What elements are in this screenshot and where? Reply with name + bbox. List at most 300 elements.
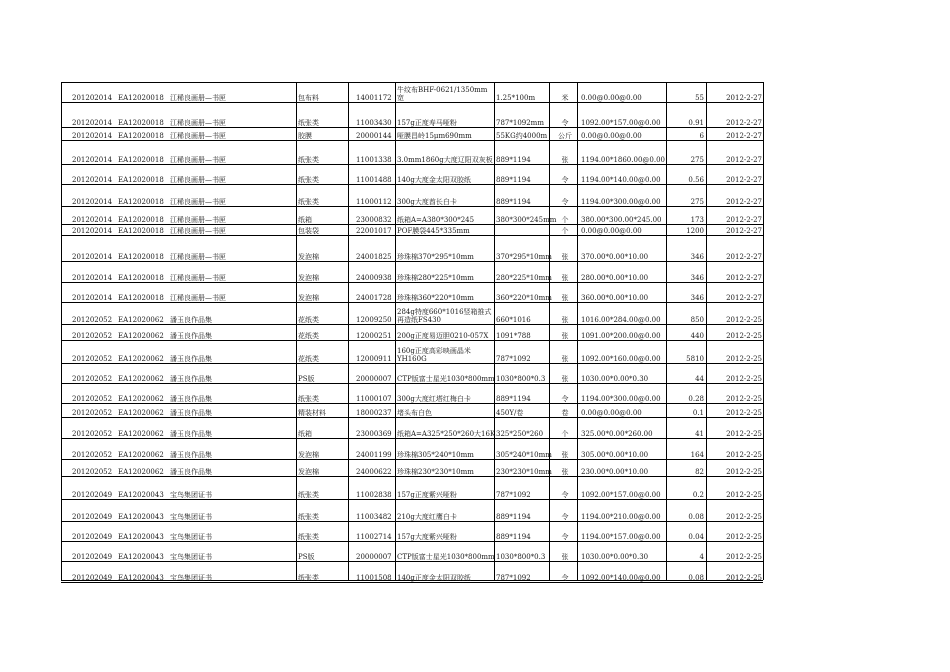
cell-unit: 张 xyxy=(561,294,569,302)
row-border xyxy=(61,140,763,141)
cell-id: 201202014 xyxy=(72,294,113,302)
row-border xyxy=(61,363,763,364)
cell-spec: 787*1092 xyxy=(496,574,531,582)
cell-category: 纸张类 xyxy=(298,198,319,206)
cell-price: 1091.00*200.00@0.00 xyxy=(581,332,661,340)
table-row xyxy=(0,370,950,383)
cell-date: 2012-2-25 xyxy=(726,430,762,438)
cell-qty: 55 xyxy=(695,94,704,102)
cell-id: 201202049 xyxy=(72,553,113,561)
cell-price: 1016.00*284.00@0.00 xyxy=(581,316,661,324)
cell-description: 157g正度紫兴哑粉 xyxy=(397,491,457,499)
cell-description: 珍珠棉305*240*10mm xyxy=(397,451,474,459)
cell-description: 200g正度易迈胆0210-057X xyxy=(397,332,489,340)
cell-description: 哑膜昌岭15μm690mm xyxy=(397,132,472,140)
cell-spec: 230*230*10mm xyxy=(496,468,552,476)
cell-price: 1194.00*300.00@0.00 xyxy=(581,395,661,403)
cell-qty: 346 xyxy=(690,274,704,282)
cell-material-code: 20000007 xyxy=(356,553,392,561)
table-row xyxy=(0,509,950,521)
cell-code: EA12020018 xyxy=(118,294,164,302)
cell-price: 325.00*0.00*260.00 xyxy=(581,430,653,438)
cell-category: 纸张类 xyxy=(298,533,319,541)
cell-id: 201202052 xyxy=(72,375,113,383)
cell-qty: 4 xyxy=(699,553,704,561)
cell-material-code: 18000237 xyxy=(356,409,392,417)
cell-code: EA12020062 xyxy=(118,395,164,403)
cell-code: EA12020018 xyxy=(118,216,164,224)
cell-date: 2012-2-27 xyxy=(726,119,762,127)
table-row xyxy=(0,268,950,282)
row-border xyxy=(61,184,763,185)
cell-date: 2012-2-25 xyxy=(726,355,762,363)
cell-name: 江稀良画册—书匣 xyxy=(170,94,226,102)
cell-date: 2012-2-27 xyxy=(726,227,762,235)
cell-date: 2012-2-25 xyxy=(726,513,762,521)
cell-id: 201202052 xyxy=(72,409,113,417)
cell-name: 潘玉良作品集 xyxy=(170,355,212,363)
row-border xyxy=(61,302,763,303)
cell-date: 2012-2-25 xyxy=(726,375,762,383)
cell-price: 305.00*0.00*10.00 xyxy=(581,451,649,459)
cell-name: 潘玉良作品集 xyxy=(170,395,212,403)
cell-qty: 1200 xyxy=(686,227,704,235)
cell-date: 2012-2-25 xyxy=(726,409,762,417)
cell-name: 江稀良画册—书匣 xyxy=(170,156,226,164)
cell-unit: 令 xyxy=(561,533,569,541)
cell-unit: 令 xyxy=(561,574,569,582)
table-row xyxy=(0,247,950,261)
cell-qty: 0.56 xyxy=(688,176,704,184)
cell-category: 纸张类 xyxy=(298,156,319,164)
cell-unit: 公斤 xyxy=(558,132,572,140)
cell-code: EA12020043 xyxy=(118,491,164,499)
cell-id: 201202014 xyxy=(72,274,113,282)
cell-material-code: 24001825 xyxy=(356,253,392,261)
row-border xyxy=(61,561,763,562)
cell-price: 380.00*300.00*245.00 xyxy=(581,216,662,224)
cell-description: 珍珠棉280*225*10mm xyxy=(397,274,474,282)
cell-date: 2012-2-25 xyxy=(726,395,762,403)
table-row xyxy=(0,192,950,206)
cell-material-code: 24001199 xyxy=(356,451,392,459)
cell-id: 201202014 xyxy=(72,156,113,164)
cell-spec: 1.25*100m xyxy=(496,94,536,102)
cell-description: 140g大度金太阳双胶纸 xyxy=(397,176,471,184)
cell-unit: 米 xyxy=(561,94,569,102)
row-border xyxy=(61,235,763,236)
cell-spec: 360*220*10mm xyxy=(496,294,552,302)
cell-unit: 个 xyxy=(561,216,569,224)
cell-qty: 275 xyxy=(690,198,704,206)
row-border xyxy=(61,102,763,103)
cell-code: EA12020062 xyxy=(118,451,164,459)
cell-name: 潘玉良作品集 xyxy=(170,451,212,459)
cell-name: 江稀良画册—书匣 xyxy=(170,119,226,127)
cell-code: EA12020018 xyxy=(118,132,164,140)
cell-qty: 0.28 xyxy=(688,395,704,403)
cell-date: 2012-2-25 xyxy=(726,574,762,582)
cell-category: 发泡棉 xyxy=(298,253,319,261)
row-border xyxy=(61,282,763,283)
cell-price: 360.00*0.00*10.00 xyxy=(581,294,649,302)
cell-unit: 令 xyxy=(561,395,569,403)
cell-name: 江稀良画册—书匣 xyxy=(170,227,226,235)
cell-material-code: 22001017 xyxy=(356,227,392,235)
cell-spec: 787*1092 xyxy=(496,491,531,499)
cell-description: CTP版富士星光1030*800mm xyxy=(397,553,495,561)
cell-description: 纸箱A=A380*300*245 xyxy=(397,216,475,224)
table-row xyxy=(0,405,950,417)
cell-qty: 0.2 xyxy=(692,491,704,499)
cell-qty: 0.08 xyxy=(688,574,704,582)
cell-name: 江稀良画册—书匣 xyxy=(170,216,226,224)
cell-name: 宝鸟集团证书 xyxy=(170,513,212,521)
cell-category: 发泡棉 xyxy=(298,294,319,302)
cell-qty: 440 xyxy=(690,332,704,340)
cell-id: 201202052 xyxy=(72,395,113,403)
row-border xyxy=(61,438,763,439)
cell-code: EA12020018 xyxy=(118,274,164,282)
row-border xyxy=(61,582,763,583)
cell-name: 江稀良画册—书匣 xyxy=(170,294,226,302)
cell-date: 2012-2-27 xyxy=(726,156,762,164)
cell-qty: 44 xyxy=(695,375,704,383)
table-row xyxy=(0,128,950,140)
table-row xyxy=(0,570,950,582)
cell-unit: 令 xyxy=(561,513,569,521)
cell-name: 潘玉良作品集 xyxy=(170,332,212,340)
row-border xyxy=(61,324,763,325)
cell-id: 201202049 xyxy=(72,533,113,541)
cell-unit: 张 xyxy=(561,253,569,261)
cell-category: 纸张类 xyxy=(298,513,319,521)
cell-name: 江稀良画册—书匣 xyxy=(170,176,226,184)
cell-spec: 889*1194 xyxy=(496,198,531,206)
cell-category: 纸张类 xyxy=(298,491,319,499)
cell-spec: 889*1194 xyxy=(496,176,531,184)
cell-code: EA12020062 xyxy=(118,409,164,417)
cell-unit: 令 xyxy=(561,119,569,127)
cell-code: EA12020018 xyxy=(118,227,164,235)
cell-qty: 82 xyxy=(695,468,704,476)
cell-qty: 5810 xyxy=(686,355,704,363)
row-border xyxy=(61,164,763,165)
cell-material-code: 23000369 xyxy=(356,430,392,438)
row-border xyxy=(61,541,763,542)
row-border xyxy=(61,521,763,522)
cell-spec: 450Y/卷 xyxy=(496,409,524,417)
cell-price: 0.00@0.00@0.00 xyxy=(581,227,642,235)
cell-category: 发泡棉 xyxy=(298,468,319,476)
table-row xyxy=(0,225,950,235)
cell-price: 0.00@0.00@0.00 xyxy=(581,409,642,417)
cell-price: 280.00*0.00*10.00 xyxy=(581,274,649,282)
cell-price: 1194.00*300.00@0.00 xyxy=(581,198,661,206)
cell-category: PS版 xyxy=(298,375,315,383)
cell-date: 2012-2-25 xyxy=(726,332,762,340)
cell-unit: 张 xyxy=(561,274,569,282)
cell-code: EA12020018 xyxy=(118,198,164,206)
cell-name: 潘玉良作品集 xyxy=(170,409,212,417)
cell-category: 纸张类 xyxy=(298,176,319,184)
cell-category: 发泡棉 xyxy=(298,451,319,459)
cell-description: 珍珠棉370*295*10mm xyxy=(397,253,474,261)
cell-spec: 660*1016 xyxy=(496,316,531,324)
cell-code: EA12020062 xyxy=(118,375,164,383)
cell-code: EA12020062 xyxy=(118,468,164,476)
cell-price: 1194.00*157.00@0.00 xyxy=(581,533,661,541)
cell-code: EA12020018 xyxy=(118,253,164,261)
cell-unit: 张 xyxy=(561,375,569,383)
cell-unit: 张 xyxy=(561,156,569,164)
cell-spec: 280*225*10mm xyxy=(496,274,552,282)
cell-spec: 1091*788 xyxy=(496,332,531,340)
cell-description: 珍珠棉360*220*10mm xyxy=(397,294,474,302)
cell-spec: 889*1194 xyxy=(496,156,531,164)
row-border xyxy=(61,261,763,262)
cell-date: 2012-2-27 xyxy=(726,294,762,302)
cell-description: 3.0mm1860g大度辽阳双灰板 xyxy=(397,156,493,164)
cell-code: EA12020018 xyxy=(118,94,164,102)
cell-price: 1092.00*140.00@0.00 xyxy=(581,574,661,582)
row-border xyxy=(61,459,763,460)
table-row xyxy=(0,464,950,476)
cell-name: 宝鸟集团证书 xyxy=(170,574,212,582)
cell-category: 纸张类 xyxy=(298,395,319,403)
cell-id: 201202052 xyxy=(72,468,113,476)
table-row xyxy=(0,115,950,127)
cell-material-code: 11003482 xyxy=(356,513,392,521)
cell-date: 2012-2-27 xyxy=(726,274,762,282)
cell-unit: 个 xyxy=(561,430,569,438)
cell-date: 2012-2-27 xyxy=(726,176,762,184)
cell-name: 宝鸟集团证书 xyxy=(170,533,212,541)
cell-category: 花纸类 xyxy=(298,332,319,340)
cell-qty: 0.1 xyxy=(692,409,704,417)
row-border xyxy=(61,340,763,341)
cell-spec: 787*1092mm xyxy=(496,119,544,127)
cell-name: 潘玉良作品集 xyxy=(170,375,212,383)
cell-name: 潘玉良作品集 xyxy=(170,468,212,476)
cell-date: 2012-2-27 xyxy=(726,132,762,140)
cell-spec: 305*240*10mm xyxy=(496,451,552,459)
table-row xyxy=(0,425,950,438)
cell-qty: 850 xyxy=(690,316,704,324)
cell-code: EA12020018 xyxy=(118,119,164,127)
cell-material-code: 12009250 xyxy=(356,316,392,324)
cell-unit: 令 xyxy=(561,176,569,184)
cell-spec: 325*250*260 xyxy=(496,430,544,438)
cell-material-code: 12000911 xyxy=(356,355,392,363)
cell-qty: 346 xyxy=(690,253,704,261)
cell-qty: 346 xyxy=(690,294,704,302)
cell-code: EA12020062 xyxy=(118,332,164,340)
cell-spec: 1030*800*0.3 xyxy=(496,553,546,561)
table-row xyxy=(0,288,950,302)
table-row xyxy=(0,80,950,102)
cell-description: 牛纹布BHF-0621/1350mm宽 xyxy=(397,86,488,102)
cell-date: 2012-2-25 xyxy=(726,316,762,324)
cell-date: 2012-2-25 xyxy=(726,468,762,476)
cell-spec: 370*295*10mm xyxy=(496,253,552,261)
cell-id: 201202052 xyxy=(72,451,113,459)
cell-code: EA12020043 xyxy=(118,533,164,541)
table-row xyxy=(0,343,950,363)
cell-description: 284g特度660*1016竖箱推式再造纸FS430 xyxy=(397,308,492,324)
cell-unit: 令 xyxy=(561,198,569,206)
cell-id: 201202014 xyxy=(72,198,113,206)
cell-description: 160g正度高彩映画晶米YH160G xyxy=(397,347,471,363)
cell-material-code: 12000251 xyxy=(356,332,392,340)
cell-id: 201202052 xyxy=(72,430,113,438)
cell-material-code: 23000832 xyxy=(356,216,392,224)
cell-date: 2012-2-27 xyxy=(726,94,762,102)
cell-code: EA12020043 xyxy=(118,513,164,521)
cell-date: 2012-2-25 xyxy=(726,533,762,541)
cell-id: 201202049 xyxy=(72,491,113,499)
cell-code: EA12020043 xyxy=(118,553,164,561)
cell-id: 201202052 xyxy=(72,355,113,363)
table-row xyxy=(0,390,950,403)
table-row xyxy=(0,328,950,340)
cell-id: 201202052 xyxy=(72,316,113,324)
cell-code: EA12020062 xyxy=(118,316,164,324)
cell-date: 2012-2-27 xyxy=(726,253,762,261)
cell-description: 157g大度紫兴哑粉 xyxy=(397,533,457,541)
cell-category: 纸箱 xyxy=(298,216,312,224)
cell-unit: 卷 xyxy=(561,409,569,417)
cell-price: 0.00@0.00@0.00 xyxy=(581,132,642,140)
cell-qty: 6 xyxy=(699,132,704,140)
cell-id: 201202014 xyxy=(72,132,113,140)
cell-unit: 张 xyxy=(561,332,569,340)
cell-name: 潘玉良作品集 xyxy=(170,430,212,438)
cell-description: 157g正度寿马哑粉 xyxy=(397,119,457,127)
cell-code: EA12020018 xyxy=(118,176,164,184)
cell-description: 堵头布白色 xyxy=(397,409,432,417)
cell-id: 201202049 xyxy=(72,574,113,582)
cell-material-code: 24001728 xyxy=(356,294,392,302)
cell-material-code: 24000938 xyxy=(356,274,392,282)
cell-description: 300g大度酋长白卡 xyxy=(397,198,457,206)
cell-description: CTP版富士星光1030*800mm xyxy=(397,375,495,383)
cell-price: 1194.00*210.00@0.00 xyxy=(581,513,661,521)
cell-category: 纸箱 xyxy=(298,430,312,438)
cell-id: 201202014 xyxy=(72,253,113,261)
cell-unit: 张 xyxy=(561,468,569,476)
cell-id: 201202049 xyxy=(72,513,113,521)
cell-qty: 164 xyxy=(690,451,704,459)
cell-qty: 0.04 xyxy=(688,533,704,541)
cell-category: 纸张类 xyxy=(298,119,319,127)
table-row xyxy=(0,305,950,324)
cell-spec: 889*1194 xyxy=(496,395,531,403)
cell-description: 210g大度红鹰白卡 xyxy=(397,513,457,521)
table-row xyxy=(0,529,950,541)
cell-qty: 0.08 xyxy=(688,513,704,521)
cell-unit: 令 xyxy=(561,491,569,499)
cell-price: 230.00*0.00*10.00 xyxy=(581,468,649,476)
cell-material-code: 24000622 xyxy=(356,468,392,476)
cell-category: 发泡棉 xyxy=(298,274,319,282)
cell-spec: 55KG约4000m xyxy=(496,132,548,140)
cell-code: EA12020043 xyxy=(118,574,164,582)
cell-unit: 张 xyxy=(561,451,569,459)
cell-description: POF膜袋445*335mm xyxy=(397,227,470,235)
cell-material-code: 14001172 xyxy=(356,94,392,102)
cell-qty: 173 xyxy=(690,216,704,224)
cell-material-code: 20000007 xyxy=(356,375,392,383)
cell-code: EA12020062 xyxy=(118,430,164,438)
cell-date: 2012-2-25 xyxy=(726,553,762,561)
cell-unit: 张 xyxy=(561,553,569,561)
table-row xyxy=(0,487,950,499)
cell-qty: 41 xyxy=(695,430,704,438)
row-border xyxy=(61,417,763,418)
cell-price: 370.00*0.00*10.00 xyxy=(581,253,649,261)
cell-spec: 787*1092 xyxy=(496,355,531,363)
cell-qty: 275 xyxy=(690,156,704,164)
cell-id: 201202014 xyxy=(72,119,113,127)
cell-price: 0.00@0.00@0.00 xyxy=(581,94,642,102)
cell-material-code: 11002838 xyxy=(356,491,392,499)
cell-price: 1030.00*0.00*0.30 xyxy=(581,553,649,561)
cell-category: 包装袋 xyxy=(298,227,319,235)
cell-price: 1194.00*140.00@0.00 xyxy=(581,176,661,184)
row-border xyxy=(61,476,763,477)
cell-material-code: 11001508 xyxy=(356,574,392,582)
cell-material-code: 20000144 xyxy=(356,132,392,140)
cell-id: 201202014 xyxy=(72,176,113,184)
cell-category: 包布料 xyxy=(298,94,319,102)
cell-material-code: 11001488 xyxy=(356,176,392,184)
cell-date: 2012-2-27 xyxy=(726,216,762,224)
cell-unit: 个 xyxy=(561,227,569,235)
cell-code: EA12020062 xyxy=(118,355,164,363)
cell-price: 1092.00*160.00@0.00 xyxy=(581,355,661,363)
cell-name: 江稀良画册—书匣 xyxy=(170,274,226,282)
row-border xyxy=(61,499,763,500)
cell-category: PS版 xyxy=(298,553,315,561)
cell-code: EA12020018 xyxy=(118,156,164,164)
cell-material-code: 11002714 xyxy=(356,533,392,541)
cell-name: 江稀良画册—书匣 xyxy=(170,132,226,140)
cell-category: 花纸类 xyxy=(298,316,319,324)
cell-description: 珍珠棉230*230*10mm xyxy=(397,468,474,476)
cell-spec: 889*1194 xyxy=(496,533,531,541)
cell-material-code: 11001338 xyxy=(356,156,392,164)
cell-material-code: 11003430 xyxy=(356,119,392,127)
cell-material-code: 11000107 xyxy=(356,395,392,403)
cell-id: 201202014 xyxy=(72,227,113,235)
cell-price: 1092.00*157.00@0.00 xyxy=(581,119,661,127)
cell-name: 江稀良画册—书匣 xyxy=(170,198,226,206)
cell-unit: 张 xyxy=(561,355,569,363)
cell-date: 2012-2-27 xyxy=(726,198,762,206)
cell-name: 宝鸟集团证书 xyxy=(170,491,212,499)
table-row xyxy=(0,445,950,459)
cell-price: 1194.00*1860.00@0.00 xyxy=(581,156,665,164)
cell-category: 精装材料 xyxy=(298,409,326,417)
cell-description: 300g大度红塔红梅白卡 xyxy=(397,395,471,403)
cell-category: 纸张类 xyxy=(298,574,319,582)
cell-category: 花纸类 xyxy=(298,355,319,363)
cell-spec: 380*300*245mm xyxy=(496,216,557,224)
cell-material-code: 11000112 xyxy=(356,198,392,206)
cell-name: 潘玉良作品集 xyxy=(170,316,212,324)
cell-qty: 0.91 xyxy=(688,119,704,127)
